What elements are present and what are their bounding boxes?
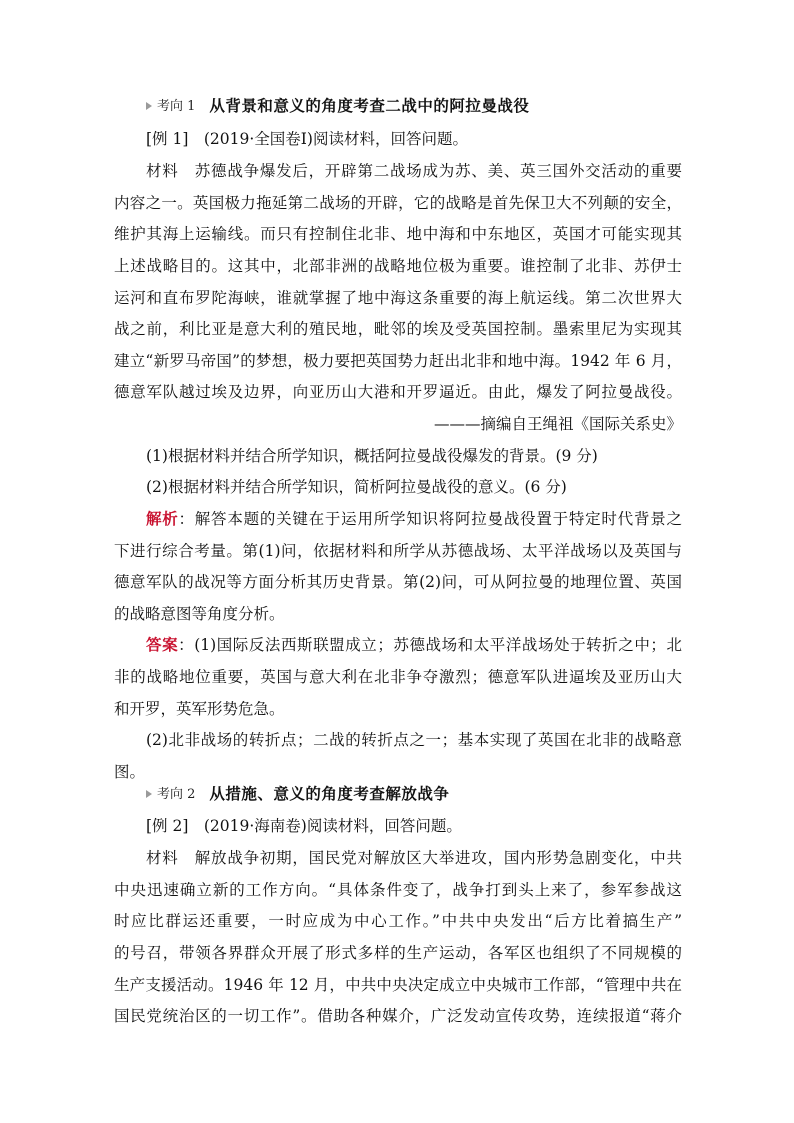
question-1: (1)根据材料并结合所学知识，概括阿拉曼战役爆发的背景。(9 分) xyxy=(146,447,598,465)
example-2-material-line: 国民党统治区的一切工作”。借助各种媒介，广泛发动宣传攻势，连续报道“蒋介 xyxy=(114,1007,682,1025)
answer-label: 答案 xyxy=(146,635,179,654)
analysis-line: 德意军队的战况等方面分析其历史背景。第(2)问，可从阿拉曼的地理位置、英国 xyxy=(114,573,682,591)
analysis-line: 解析：解答本题的关键在于运用所学知识将阿拉曼战役置于特定时代背景之 xyxy=(146,509,682,528)
section-heading-2 xyxy=(146,784,449,804)
example-2-material-line: 中央迅速确立新的工作方向。“具体条件变了，战争打到头上来了，参军参战这 xyxy=(114,881,682,899)
analysis-line: 下进行综合考量。第(1)问，依据材料和所学从苏德战场、太平洋战场以及英国与 xyxy=(114,542,682,560)
example-1-material-line: 建立“新罗马帝国”的梦想，极力要把英国势力赶出北非和地中海。1942 年 6 月， xyxy=(114,352,682,370)
analysis-label: 解析 xyxy=(146,509,179,528)
answer-line: (2)北非战场的转折点；二战的转折点之一；基本实现了英国在北非的战略意 xyxy=(146,731,682,749)
section-title-2: 从措施、意义的角度考查解放战争 xyxy=(209,784,450,803)
example-2-material-line: 材料 解放战争初期，国民党对解放区大举进攻，国内形势急剧变化，中共 xyxy=(146,849,682,867)
answer-line: 和开罗，英军形势危急。 xyxy=(114,700,285,718)
triangle-marker-icon xyxy=(146,102,152,110)
example-1-material-line: 维护其海上运输线。而只有控制住北非、地中海和中东地区，英国才可能实现其 xyxy=(114,225,682,243)
example-2-material-line: 的号召，带领各界群众开展了形式多样的生产运动，各军区也组织了不同规模的 xyxy=(114,944,682,962)
example-1-material-line: 材料 苏德战争爆发后，开辟第二战场成为苏、美、英三国外交活动的重要 xyxy=(146,162,682,180)
example-2-header: [例 2] (2019·海南卷)阅读材料，回答问题。 xyxy=(146,817,462,835)
example-1-material-line: 运河和直布罗陀海峡，谁就掌握了地中海这条重要的海上航运线。第二次世界大 xyxy=(114,289,682,307)
section-heading-1 xyxy=(146,96,529,116)
analysis-line: 的战略意图等角度分析。 xyxy=(114,605,285,623)
example-2-material-line: 时应比群运还重要，一时应成为中心工作。”中共中央发出“后方比着搞生产” xyxy=(114,912,682,930)
question-2: (2)根据材料并结合所学知识，简析阿拉曼战役的意义。(6 分) xyxy=(146,478,567,496)
section-tag-1: 考向 1 xyxy=(146,97,195,117)
section-tag-2: 考向 2 xyxy=(146,785,195,805)
example-1-material-line: 上述战略目的。这其中，北部非洲的战略地位极为重要。谁控制了北非、苏伊士 xyxy=(114,257,682,275)
example-1-material-line: 德意军队越过埃及边界，向亚历山大港和开罗逼近。由此，爆发了阿拉曼战役。 xyxy=(114,383,682,401)
answer-line: 图。 xyxy=(114,763,146,781)
material-source: ———摘编自王绳祖《国际关系史》 xyxy=(433,415,682,433)
example-2-material-line: 生产支援活动。1946 年 12 月，中共中央决定成立中央城市工作部，“管理中共在 xyxy=(114,976,682,994)
section-title-1: 从背景和意义的角度考查二战中的阿拉曼战役 xyxy=(209,96,530,115)
example-1-material-line: 战之前，利比亚是意大利的殖民地，毗邻的埃及受英国控制。墨索里尼为实现其 xyxy=(114,320,682,338)
answer-line: 非的战略地位重要，英国与意大利在北非争夺激烈；德意军队进逼埃及亚历山大 xyxy=(114,668,682,686)
example-1-material-line: 内容之一。英国极力拖延第二战场的开辟，它的战略是首先保卫大不列颠的安全， xyxy=(114,194,682,212)
example-1-header: [例 1] (2019·全国卷Ⅰ)阅读材料，回答问题。 xyxy=(146,130,468,148)
answer-line: 答案：(1)国际反法西斯联盟成立；苏德战场和太平洋战场处于转折之中；北 xyxy=(146,635,682,654)
triangle-marker-icon xyxy=(146,790,152,798)
